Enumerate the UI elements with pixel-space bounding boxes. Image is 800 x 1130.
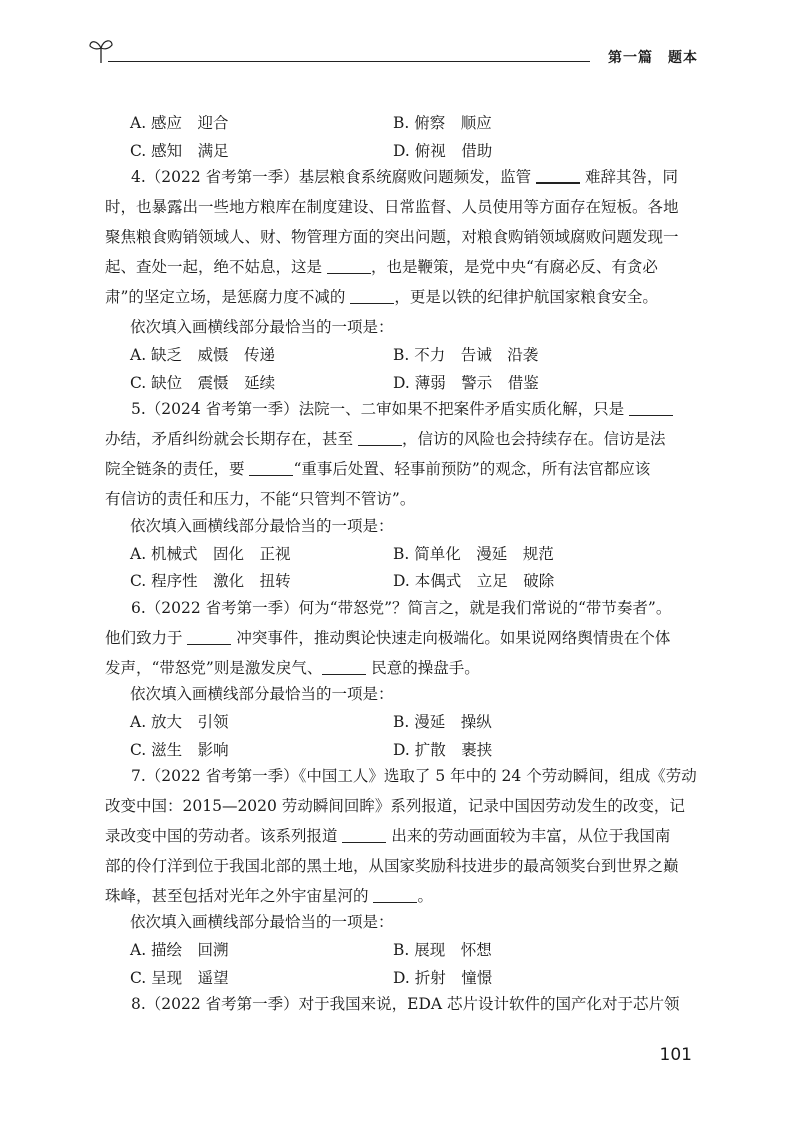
answer-blank bbox=[536, 168, 580, 184]
question-4-prompt: 依次填入画横线部分最恰当的一项是： bbox=[130, 318, 394, 336]
q3-options-row-1 bbox=[130, 111, 690, 141]
q4-option-a: A. 缺乏 威慑 传递 bbox=[130, 346, 276, 364]
answer-blank bbox=[322, 660, 366, 675]
q7-option-c: C. 呈现 遥望 bbox=[130, 969, 229, 987]
answer-blank bbox=[358, 431, 402, 446]
q5-options-row-1 bbox=[130, 542, 690, 572]
answer-blank bbox=[350, 289, 394, 304]
page-header bbox=[88, 30, 698, 70]
page-number: 101 bbox=[659, 1045, 692, 1065]
q7-option-b: B. 展现 怀想 bbox=[393, 941, 492, 959]
answer-blank bbox=[373, 888, 417, 903]
q3-option-c: C. 感知 满足 bbox=[130, 142, 229, 160]
q4-option-b: B. 不力 告诫 沿袭 bbox=[393, 346, 539, 364]
answer-blank bbox=[249, 461, 293, 476]
question-6-prompt: 依次填入画横线部分最恰当的一项是： bbox=[130, 685, 394, 703]
q5-option-c: C. 程序性 激化 扭转 bbox=[130, 572, 291, 590]
q7-option-d: D. 折射 憧憬 bbox=[393, 969, 493, 987]
answer-blank bbox=[187, 630, 231, 645]
q6-options-row-1 bbox=[130, 710, 690, 740]
question-6-stem: 6.（2022 省考第一季）何为“带怒党”？简言之，就是我们常说的“带节奏者”。 他们致力于 冲突事件，推动舆论快速走向极端化。如果说网络舆情贵在个体 发声，“带怒党”则是激发戾气、 民意的操盘手。 bbox=[105, 599, 672, 677]
question-7-prompt: 依次填入画横线部分最恰当的一项是： bbox=[130, 913, 394, 931]
answer-blank bbox=[629, 401, 673, 416]
q6-option-d: D. 扩散 裹挟 bbox=[393, 741, 493, 759]
q5-option-d: D. 本偶式 立足 破除 bbox=[393, 572, 555, 590]
q7-option-a: A. 描绘 回溯 bbox=[130, 941, 229, 959]
q5-option-b: B. 简单化 漫延 规范 bbox=[393, 545, 554, 563]
question-8-stem: 8.（2022 省考第一季）对于我国来说，EDA 芯片设计软件的国产化对于芯片领 bbox=[131, 995, 680, 1013]
q6-option-c: C. 滋生 影响 bbox=[130, 741, 229, 759]
q3-option-b: B. 俯察 顺应 bbox=[393, 114, 492, 132]
answer-blank bbox=[342, 828, 386, 843]
question-7-stem: 7.（2022 省考第一季）《中国工人》选取了 5 年中的 24 个劳动瞬间，组成《劳动 改变中国：2015—2020 劳动瞬间回眸》系列报道，记录中国因劳动发生的改变，记 录改变中国的劳动者。该系列报道 出来的劳动画面较为丰富，从位于我国南 部的伶仃洋到位于我国北部的黑土地，从国家奖励科技进步的最高领奖台到世界之巅 珠峰，甚至包括对光年之外宇宙星河的 。 bbox=[105, 767, 697, 905]
answer-blank bbox=[327, 259, 371, 274]
section-title: 第一篇 题本 bbox=[608, 50, 698, 66]
q3-option-a: A. 感应 迎合 bbox=[130, 114, 229, 132]
question-5-prompt: 依次填入画横线部分最恰当的一项是： bbox=[130, 517, 394, 535]
q3-option-d: D. 俯视 借助 bbox=[393, 142, 493, 160]
q4-option-c: C. 缺位 震慑 延续 bbox=[130, 374, 276, 392]
q4-options-row-1 bbox=[130, 343, 690, 373]
sprout-icon bbox=[88, 30, 114, 64]
header-rule bbox=[108, 61, 590, 62]
q7-options-row-1 bbox=[130, 938, 690, 968]
question-4-stem: 4.（2022 省考第一季）基层粮食系统腐败问题频发，监管 难辞其咎，同 时，也暴露出一些地方粮库在制度建设、日常监督、人员使用等方面存在短板。各地 聚焦粮食购销领域人、财、物管理方面的突出问题，对粮食购销领域腐败问题发现一 起、查处一起，绝不姑息，这是 ，也是鞭策，是党中央“有腐必反、有贪必 肃”的坚定立场，是惩腐力度不减的 ，更是以铁的纪律护航国家粮食安全。 bbox=[105, 168, 679, 306]
q6-option-a: A. 放大 引领 bbox=[130, 713, 229, 731]
q4-option-d: D. 薄弱 警示 借鉴 bbox=[393, 374, 539, 392]
question-5-stem: 5.（2024 省考第一季）法院一、二审如果不把案件矛盾实质化解，只是 办结，矛盾纠纷就会长期存在，甚至 ，信访的风险也会持续存在。信访是法 院全链条的责任，要 “重事后处置、轻事前预防”的观念，所有法官都应该 有信访的责任和压力，不能“只管判不管访”。 bbox=[105, 394, 691, 514]
q6-option-b: B. 漫延 操纵 bbox=[393, 713, 492, 731]
q5-option-a: A. 机械式 固化 正视 bbox=[130, 545, 291, 563]
